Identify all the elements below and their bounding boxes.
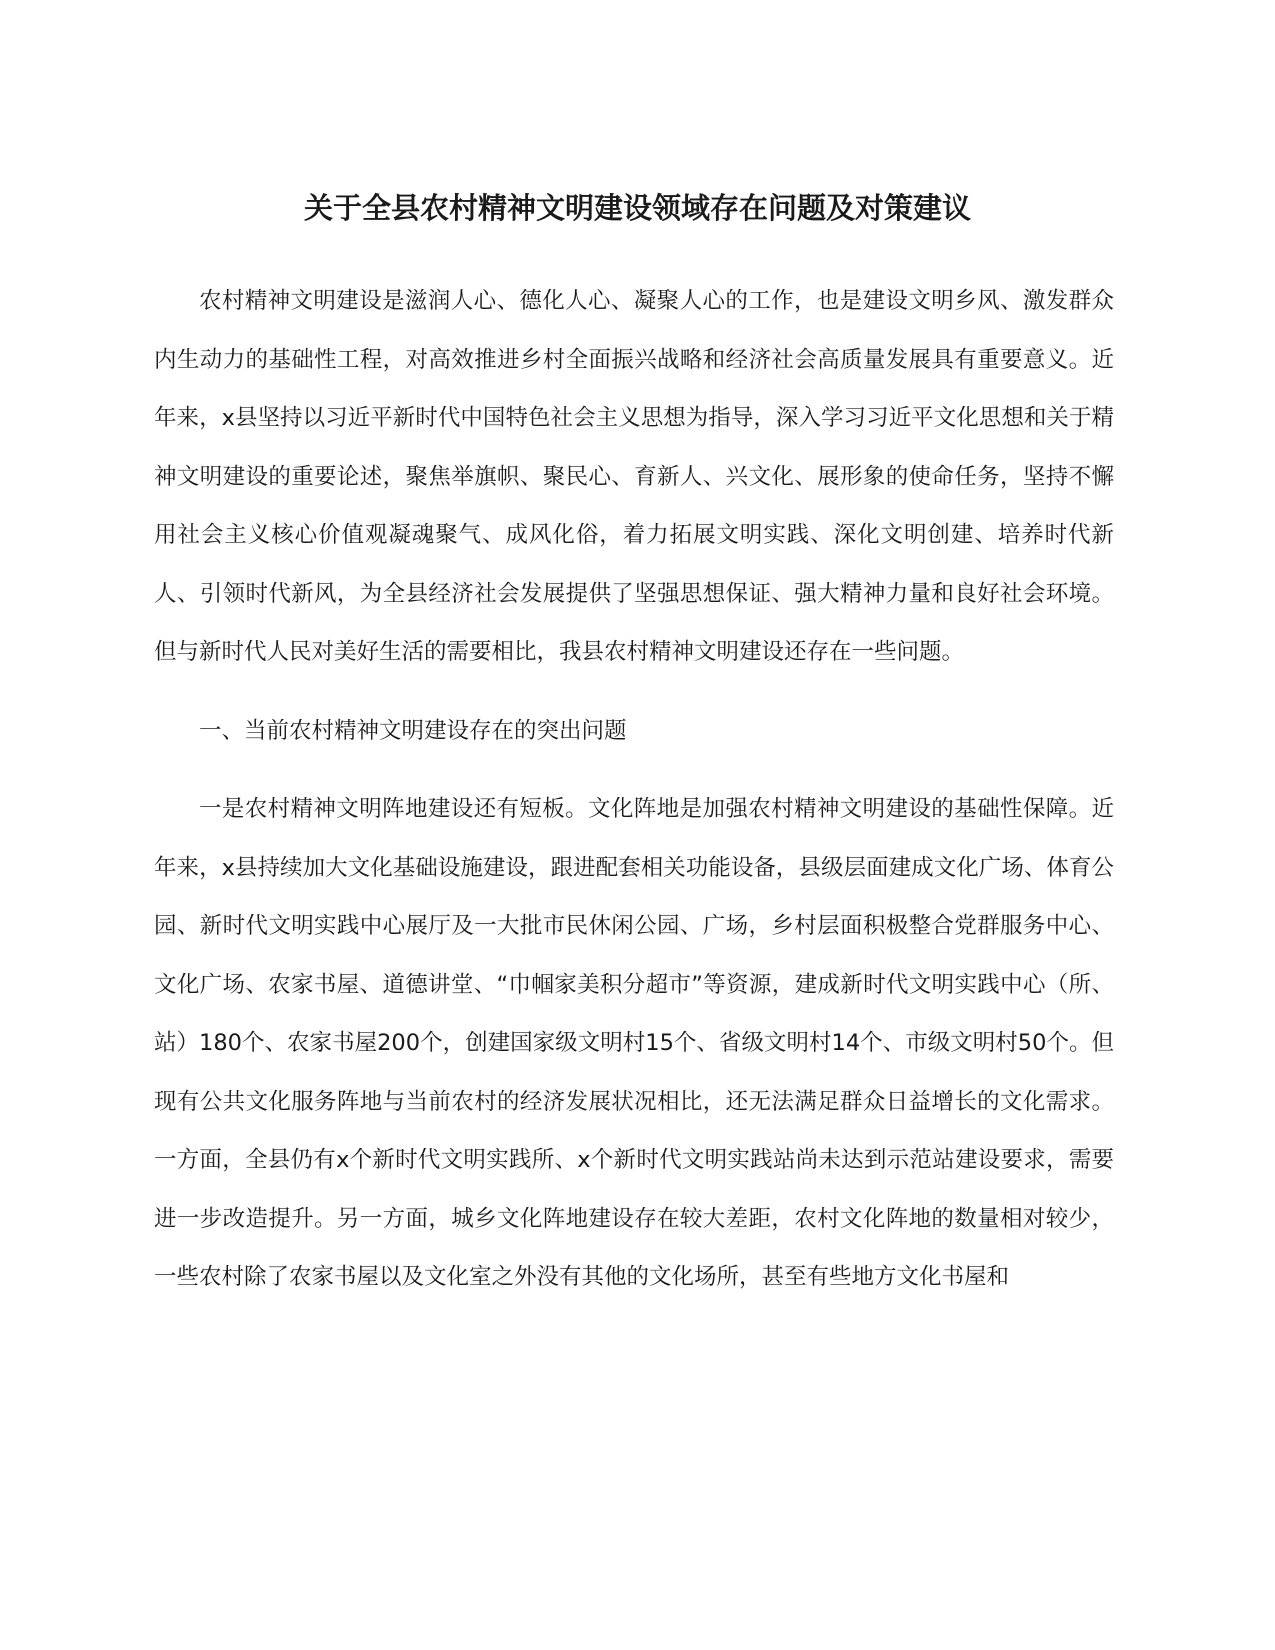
document-title: 关于全县农村精神文明建设领域存在问题及对策建议 <box>303 191 971 225</box>
intro-paragraph: 农村精神文明建设是滋润人心、德化人心、凝聚人心的工作，也是建设文明乡风、激发群众内生动力的基础性工程，对高效推进乡村全面振兴战略和经济社会高质量发展具有重要意义。近年来，x县坚持以习近平新时代中国特色社会主义思想为指导，深入学习习近平文化思想和关于精神文明建设的重要论述，聚焦举旗帜、聚民心、育新人、兴文化、展形象的使命任务，坚持不懈用社会主义核心价值观凝魂聚气、成风化俗，着力拓展文明实践、深化文明创建、培养时代新人、引领时代新风，为全县经济社会发展提供了坚强思想保证、强大精神力量和良好社会环境。但与新时代人民对美好生活的需要相比，我县农村精神文明建设还存在一些问题。 <box>154 288 1114 665</box>
section-heading: 一、当前农村精神文明建设存在的突出问题 <box>199 717 627 744</box>
body-paragraph: 一是农村精神文明阵地建设还有短板。文化阵地是加强农村精神文明建设的基础性保障。近年来，x县持续加大文化基础设施建设，跟进配套相关功能设备，县级层面建成文化广场、体育公园、新时代文明实践中心展厅及一大批市民休闲公园、广场，乡村层面积极整合党群服务中心、文化广场、农家书屋、道德讲堂、“巾帼家美积分超市”等资源，建成新时代文明实践中心（所、站）180个、农家书屋200个，创建国家级文明村15个、省级文明村14个、市级文明村50个。但现有公共文化服务阵地与当前农村的经济发展状况相比，还无法满足群众日益增长的文化需求。一方面，全县仍有x个新时代文明实践所、x个新时代文明实践站尚未达到示范站建设要求，需要进一步改造提升。另一方面，城乡文化阵地建设存在较大差距，农村文化阵地的数量相对较少，一些农村除了农家书屋以及文化室之外没有其他的文化场所，甚至有些地方文化书屋和 <box>154 796 1114 1290</box>
document-body <box>154 272 1114 1307</box>
